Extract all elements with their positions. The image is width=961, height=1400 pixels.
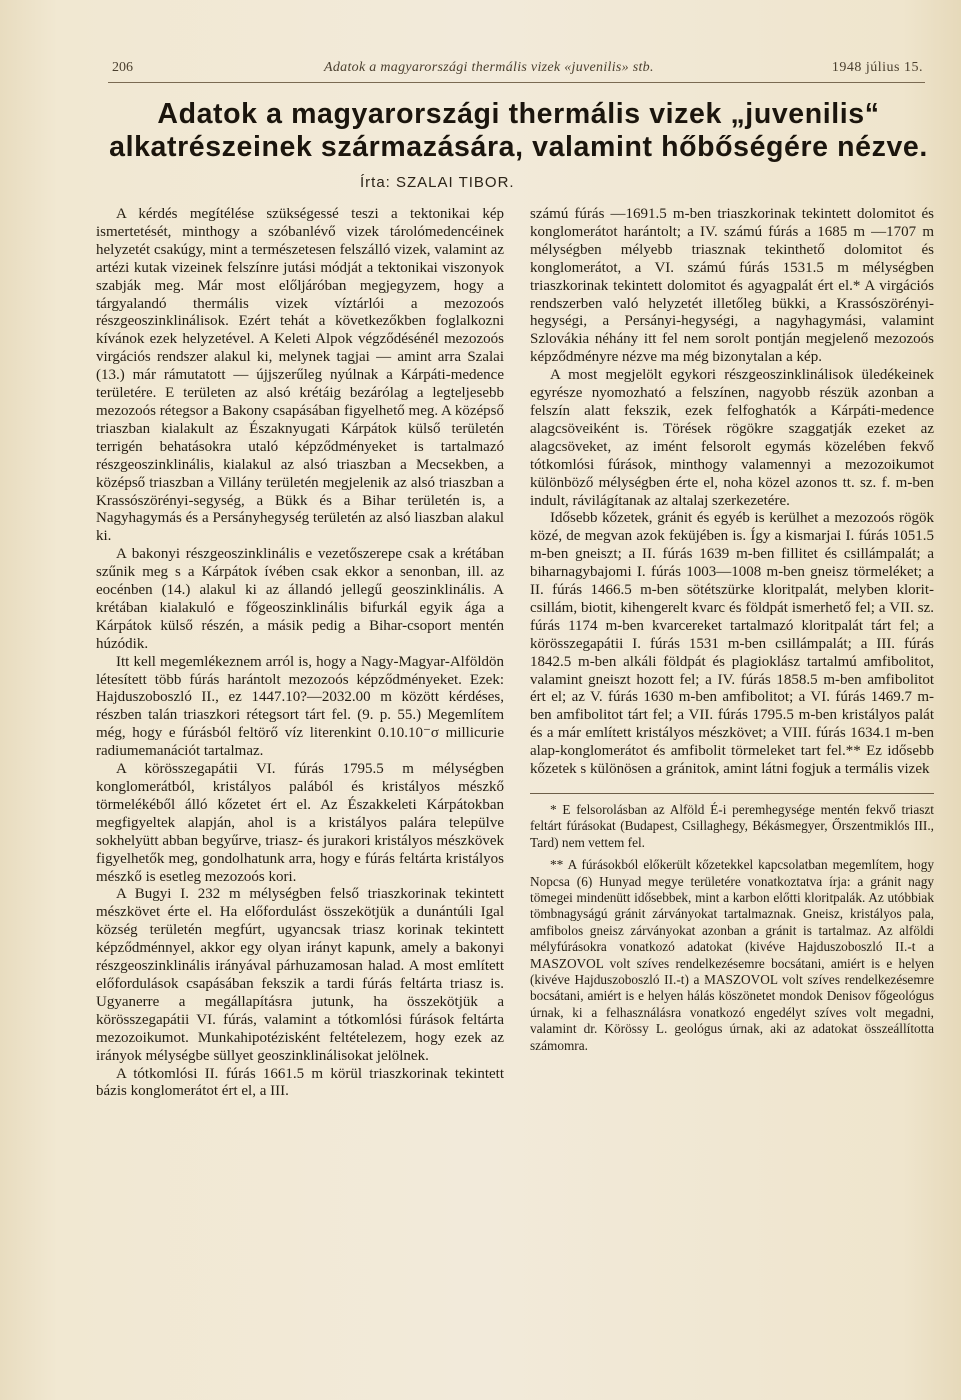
page-number: 206 [112,60,133,75]
footnote: ** A fúrásokból előkerült kőzetekkel kapcsolatban megemlítem, hogy Nopcsa (6) Hunyad megye területére vonatkoztatva írja: a gránit nagy tömegei mindenütt idősebbek, mint a karbon előtti kloritpalák. Az utóbbiak tömbnagyságú gránit zárványokat tartalmaznak. Gneisz, kristályos pala, amfibolos gneisz zárványokat azonban a gránit is tartalmaz. Az alföldi mélyfúrásokra vonatkozó adatokat (kivéve Hajduszoboszló II.-t a MASZOVOL volt szíves rendelkezésemre bocsátani, amiért is e helyen (kivéve Hajduszoboszló II.-t) a MASZOVOL volt szíves rendelkezésemre bocsátani, amiért is e helyen hálás köszönetet mondok Denisov főgeológus úrnak, ki a felhasználásra vonatkozó engedélyt szíves volt megadni, valamint dr. Körössy L. geológus úrnak, aki az adatokat összeállította számomra. [530,857,934,1053]
footnote: * E felsorolásban az Alföld É-i peremhegysége mentén fekvő triaszt feltárt fúrásokat (Budapest, Csillaghegy, Békásmegyer, Őrszentmiklós III., Tard) nem vettem fel. [530,802,934,850]
right-column [530,206,934,1060]
footnotes [530,793,934,1054]
article-title: Adatok a magyarországi thermális vizek „juvenilis“ alkatrészeinek származására, valamint hőbőségére nézve. [109,98,928,163]
paragraph: A bakonyi részgeoszinklinális e vezetőszerepe csak a krétában szűnik meg s a Kárpátok ívében csak ekkor a senonban, ill. az eocénben (14.) alakul ki az állandó jellegű geoszinklinális. A krétában kialakuló e főgeoszinklinális bifurkál egyik ága a Kárpátok külső részén, a másik pedig a Bihar-csoport mentén húzódik. [96,546,504,652]
footnote-divider [530,793,934,794]
paragraph: A Bugyi I. 232 m mélységben felső triaszkorinak tekintett mészkövet érte el. Ha előfordulást összekötjük a dunántúli Igal község területén megfúrt, ugyancsak triasz korinak tekintett képződménnyel, akkor egy olyan irányt kapunk, amely a bakonyi részgeoszinklinális irányával párhuzamosan halad. A most említett előfordulások csapásában fekszik a tardi fúrás feltárta triasz is. Ugyanerre a megállapításra jutunk, ha összekötjük a körösszegapátii VI. fúrás, valamint a tótkomlósi fúrások feltárta mezozoikumot. Munkahipotézisként feltételezem, hogy ezek az irányok mélységbe süllyet geoszinklinálisokat jelölnek. [96,886,504,1064]
paragraph: A kérdés megítélése szükségessé teszi a tektonikai kép ismertetését, minthogy a szóbanlévő vizek tárolómedencéinek helyzetét csakúgy, mint a természetesen felszálló vizek, valamint az artézi kutak vizeinek felszínre jutási módját a tektonikai viszonyok szabják meg. Már most előljáróban megjegyzem, hogy a tárgyalandó thermális vizek víztárlói a mezozoós részgeoszinklinálisok. Ezért tehát a következőkben foglalkozni kívánok ezek helyzetével. A Keleti Alpok végződésénél mezozoós virgációs rendszer alakul ki, melynek tagjai — amint arra Szalai (13.) már rámutatott — újjszerűleg nyúlnak a Kárpáti-medence területére. E területen az alsó krétáig bezárólag a legteljesebb mezozoós rétegsor a Bakony csapásában figyelhető meg. A középső triaszban kialakult az Északnyugati Kárpátok külső területén terrigén behatásokra utaló képződményeket is tartalmazó részgeoszinklinális, kialakul az alsó triaszban a Mecsekben, a középső triaszban a Villány területén megjelenik az alsó triaszban a Krassószörényi-segység, a Bükk és a Bihar területén is, a Nagyhagymás és a Persányhegység területén az alsó liaszban alakul ki. [96,206,504,545]
paragraph: A körösszegapátii VI. fúrás 1795.5 m mélységben konglomerátból, kristályos palából és kristályos mészkő törmelékéből álló kőzetet ért el. Az Északkeleti Kárpátokban megfigyeltek alapján, ahol is a kristályos palára települve sokhelyütt abban begyűrve, triasz- és jurakori kristályos mészkövek figyelhetők meg, gondolhatunk arra, hogy e fúrás feltárta kristályos mészkő is esetleg mezozoós kori. [96,761,504,885]
article-author: Írta: SZALAI TIBOR. [360,174,515,191]
paragraph: A tótkomlósi II. fúrás 1661.5 m körül triaszkorinak tekintett bázis konglomerátot ért el, a III. [96,1065,504,1100]
running-title: Adatok a magyarországi thermális vizek «juvenilis» stb. [324,60,654,75]
paragraph: Idősebb kőzetek, gránit és egyéb is kerülhet a mezozoós rögök közé, de megvan azok feküjében is. Így a kismarjai I. fúrás 1051.5 m-ben gneiszt; a II. fúrás 1639 m-ben fillitet és csillámpalát; a biharnagybajomi I. fúrás 1003—1008 m-ben gneisz törmeléket; a II. fúrás 1466.5 m-ben sötétszürke kloritpalát, melyben klorit-csillám, biotit, kihengerelt kvarc és földpát ismerhető fel; a VII. sz. fúrás 1174 m-ben kvarcereket tartalmazó kloritpalát tárt fel; a körösszegapátii I. fúrás 1531 m-ben csillámpalát; a III. fúrás 1842.5 m-ben alkáli földpát és plagioklász tartalmú amfibolitot, valamint gneiszt hozott fel; a IV. fúrás 1858.5 m-ben amfibolitot ért el; az V. fúrás 1630 m-ben amfibolitot; a VI. fúrás 1469.7 m-ben amfibolitot tárt fel; a VII. fúrás 1795.5 m-ben kristályos palát és a már említett kristályos mészkövet; a VIII. fúrás 1634.1 m-ben alap-konglomerátot és amfibolit törmeleket tart fel.** Ez idősebb kőzetek s különösen a gránitok, amint látni fogjuk a termális vizek [530,510,934,778]
paragraph: Itt kell megemlékeznem arról is, hogy a Nagy-Magyar-Alföldön létesített több fúrás harántolt mezozoós képződményeket. Ezek: Hajduszoboszló II., ez 1447.10?—2032.00 m között kérdéses, részben talán triaszkori rétegsort tárt fel. (9. p. 55.) Megemlítem még, hogy e fúrásból feltörő víz literenkint 0.10.10⁻σ millicurie radiumemanációt tartalmaz. [96,653,504,760]
paragraph: A most megjelölt egykori részgeoszinklinálisok üledékeinek egyrésze nyomozható a felszínen, nagyobb részük azonban a felszín alatt fekszik, ezek felfoghatók a Kárpáti-medence alagcsöveiként is. Törések rögökre szaggatják ezeket az alagcsöveket, az imént felsorolt egymás közelében fekvő tótkomlósi fúrások, minthogy valamennyi a mezozoikumot különböző mélységben érte el, noha közel azonos tt. sz. f. m-ben indult, rávilágítanak az altalaj szerkezetére. [530,367,934,509]
paragraph: számú fúrás —1691.5 m-ben triaszkorinak tekintett dolomitot és konglomerátot harántolt; a IV. számú fúrás a 1685 m —1707 m mélységben mélyebb triasznak tekinthető dolomitot és konglomerátot, a VI. számú fúrás 1531.5 m mélységben triaszkorinak tekintett dolomitot és agyagpalát ért el.* A virgációs rendszerben való helyzetét illetőleg bükki, a Krassószörényi-hegységi, a Persányi-hegységi, a nagyhagymási, valamint Szlovákia néhány itt fel nem sorolt pontján megjelenő mezozoós képződményre nézve ma még bizonytalan a kép. [530,206,934,366]
issue-date: 1948 július 15. [831,60,923,75]
left-column [96,206,504,1101]
header-divider [108,82,925,83]
running-head [112,60,923,82]
